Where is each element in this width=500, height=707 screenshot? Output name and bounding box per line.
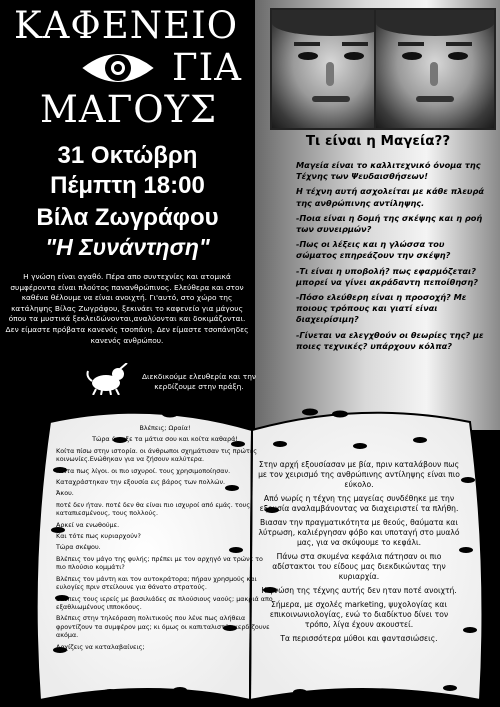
right-line-5: Η γνώση της τέχνης αυτής δεν ηταν ποτέ ανοιχτή. — [261, 586, 457, 595]
right-line-4: Πάνω στα σκυμένα κεφάλια πάτησαν οι πιο αδίστακτοι του είδους μας διεκδικώντας την κυριαρχία. — [272, 552, 446, 581]
left-line-11: Βλέπεις τον μάγο της φυλής; πρέπει με τον αρχηγό να τρώνε το πιο πλούσιο κομμάτι? — [56, 554, 263, 572]
left-line-15: Αρχίζεις να καταλαβαίνεις; — [56, 642, 145, 651]
question-5: -Γίνεται να ελεγχθούν οι θεωρίες της? με ποιες τεχνικές? υπάρχουν κόλπα? — [296, 329, 484, 351]
book-right-page-text — [258, 460, 460, 648]
right-line-7: Τα περισσότερα μύθοι και φαντασιώσεις. — [280, 634, 438, 643]
left-line-9: Και τότε πως κυριαρχούν? — [56, 532, 141, 541]
right-column-title: Τι είναι η Μαγεία?? — [305, 133, 451, 149]
right-line-1: Στην αρχή εξουσίασαν με βία, πριν καταλάβουν πως με τον χειρισμό της ανθρώπινης αντίληψης είναι πιο εύκολο. — [258, 460, 460, 489]
question-3: -Τι είναι η υποβολή? πως εφαρμόζεται? μπορεί να γίνει ακράδαντη πεποίθηση? — [296, 265, 478, 287]
question-4: -Πόσο ελεύθερη είναι η προσοχή? Με ποιους τρόπους και γιατί είναι διαχειρίσιμη? — [296, 292, 467, 325]
left-line-2: Τώρα άνοιξε τα μάτια σου και κοίτα καθαρά! — [92, 435, 238, 444]
book-left-page-text — [56, 424, 274, 654]
event-place: Βίλα Ζωγράφου — [36, 204, 219, 231]
left-line-10: Τώρα σκέψου. — [56, 543, 101, 552]
eye-logo-icon — [82, 48, 154, 88]
title-line-3: ΜΑΓΟΥΣ — [40, 88, 218, 131]
magic-scope: Η τέχνη αυτή ασχολείται με κάθε πλευρά της ανθρώπινης αντίληψης. — [296, 186, 484, 208]
left-line-14: Βλέπεις στην τηλεόραση πολιτικούς που λένε πως αλήθεια φροντίζουν τα συμφέρον μας; κι όμως οι καπιταλιστές κερδίζουνε ακόμα. — [56, 614, 270, 640]
question-1: -Ποια είναι η δομή της σκέψης και η ροή των συνειρμών? — [296, 212, 483, 235]
event-time: Πέμπτη 18:00 — [50, 172, 205, 199]
fight-slogan: Διεκδικούμε ελευθερία και την κερδίζουμε στην πράξη. — [141, 372, 257, 391]
intro-text: Η γνώση είναι αγαθό. Πέρα απο συντεχνίες και ατομικά συμφέροντα είναι πλούτος πανανθρώπινος. Ελεύθερα και στον καθένα θέλουμε να είναι ανοιχτή. Γι'αυτό, στο χώρο της κατάληψης Βίλας Ζωγράφου, ξεκινάει το καφενείο για μάγους όπου τα μυστικά ξεκλειδώνονται,αναλύονται και δοκιμάζονται. Δεν είμαστε πρόβατα κανενός τσοπάνη. Δεν είμαστε τσοπάνηδες κανενός ανθρώπου. — [5, 272, 249, 345]
left-line-12: Βλέπεις τον μάντη και τον αυτοκράτορα; πήραν χρησμούς και ευλογίες πριν στείλουνε για θάνατο στρατούς. — [56, 574, 257, 592]
right-line-6: Σήμερα, με σχολές marketing, ψυχολογίας και επικοινωνιολογίας, ενώ το διαδίκτυο δίνει τον τρόπο, λίγα έχουν ακουστεί. — [269, 600, 449, 629]
left-line-6: Άκου. — [56, 489, 74, 498]
left-line-5: Καταχράστηκαν την εξουσία εις βάρος των πολλών. — [56, 478, 226, 487]
magic-definition: Μαγεία είναι το καλλιτεχνικό όνομα της Τέχνης των Ψευδαισθήσεων! — [296, 160, 481, 182]
right-column-text — [270, 160, 488, 356]
left-line-7: ποτέ δεν ήταν. ποτέ δεν θα είναι πιο ισχυροί από εμάς. τους καταπιεσμένους, τους πολλούς. — [56, 500, 251, 518]
unicorn-icon — [84, 363, 128, 395]
event-name: "Η Συνάντηση" — [45, 234, 210, 260]
left-line-8: Αρκεί να ενωθούμε. — [56, 520, 120, 529]
left-line-13: Βλέπεις τους ιερείς με βασιλιάδες σε πλούσιους ναούς; μακριά απο εξαθλιωμένους ιπποκόους. — [56, 594, 273, 611]
title-line-2: ΓΙΑ — [172, 46, 243, 89]
event-date: 31 Οκτώβρη — [57, 142, 198, 169]
right-line-2: Από νωρίς η τέχνη της μαγείας συνδέθηκε με την εξουσία αναλαμβάνοντας να διαχειριστεί τα πλήθη. — [259, 494, 459, 513]
face-image-right — [374, 8, 496, 130]
title-line-1: ΚΑΦΕΝΕΙΟ — [14, 4, 239, 47]
left-line-4: Κοίτα πως λίγοι. οι πιο ισχυροί. τους χρησιμοποίησαν. — [56, 466, 231, 475]
left-line-3: Κοίτα πίσω στην ιστορία. οι άνθρωποι σχημάτισαν τις πρώτες κοινωνίες.Ενώθηκαν για να ζήσουν καλύτερα. — [56, 446, 258, 464]
question-2: -Πως οι λέξεις και η γλώσσα του σώματος επηρεάζουν την σκέψη? — [296, 239, 451, 261]
left-line-1: Βλέπεις; Ωραία! — [139, 424, 191, 432]
right-line-3: Βιασαν την πραγματικότητα με θεούς, θαύματα και λύτρωση, καλιέργησαν φόβο και υποταγή στο μυαλό μας, για να σκύψουμε το κεφάλι. — [258, 518, 460, 547]
